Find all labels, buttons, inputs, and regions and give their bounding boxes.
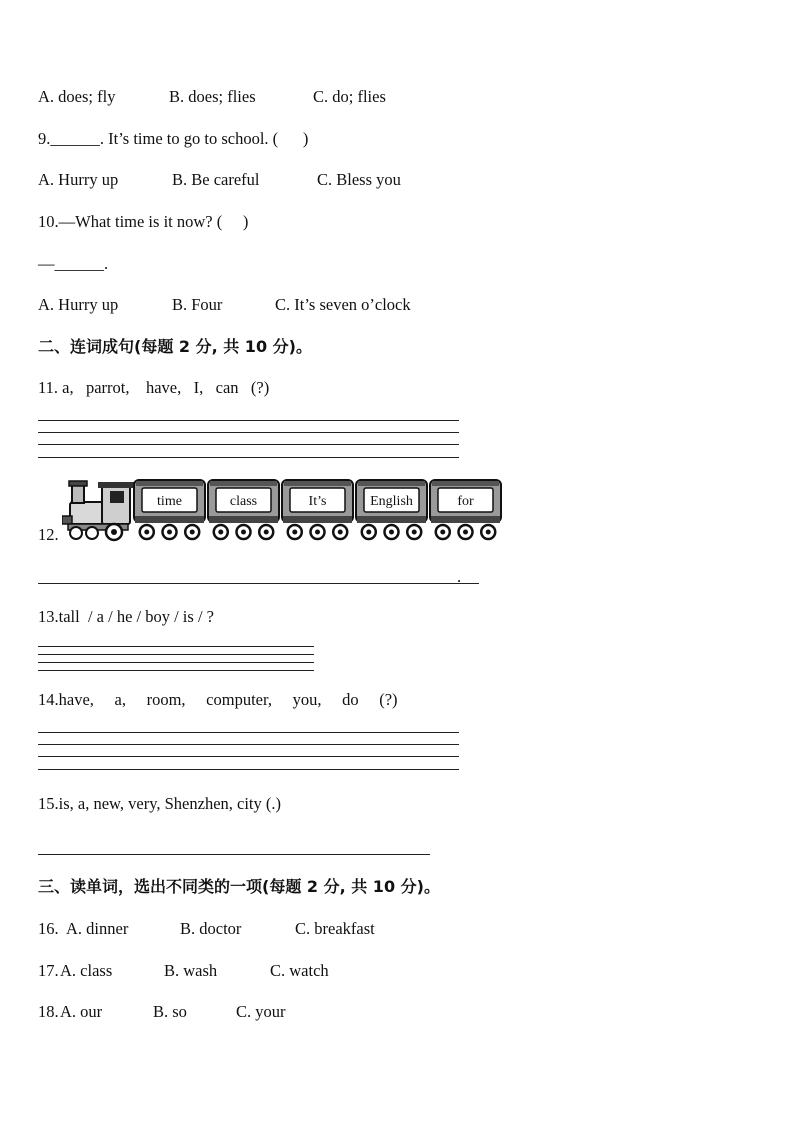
q12-end-mark: . [457,567,462,586]
q10-option-a: A. Hurry up [38,295,119,314]
train-car-2 [208,480,279,539]
q16-option-b: B. doctor [180,919,242,938]
q11-writing-line-2 [38,432,459,433]
train-car-word: It’s [308,494,327,509]
q17-option-b: B. wash [164,961,218,980]
q17-option-a: A. class [60,961,113,980]
q10-stem: 10.—What time is it now? ( ) [38,212,249,231]
q17-number: 17. [38,961,59,980]
train-illustration [62,478,504,542]
q14-writing-line-3 [38,756,459,757]
q16-option-c: C. breakfast [295,919,375,938]
q9-option-a: A. Hurry up [38,170,119,189]
q9-option-b: B. Be careful [172,170,260,189]
train-car-word: time [157,494,182,509]
train-car-word: for [457,494,474,509]
q11-writing-line-1 [38,420,459,421]
q10-option-c: C. It’s seven o’clock [275,295,411,314]
train-car-word: English [370,494,413,509]
q10-answer-line: —______. [38,254,109,273]
q16-option-a: A. dinner [66,919,129,938]
q16-number: 16. [38,919,59,938]
q18-option-c: C. your [236,1002,286,1021]
q13-writing-line-1 [38,646,314,647]
q9-options [38,170,738,190]
q12-writing-line [38,583,479,584]
q15-writing-line [38,854,430,855]
section3-title: 三、读单词，选出不同类的一项(每题 2 分, 共 10 分)。 [38,877,440,896]
train-car-5 [430,480,501,539]
q15-text: 15.is, a, new, very, Shenzhen, city (.) [38,794,281,813]
q13-writing-line-3 [38,662,314,663]
q10-option-b: B. Four [172,295,223,314]
q13-writing-line-2 [38,654,314,655]
q8-option-c: C. do; flies [313,87,386,106]
q14-writing-line-1 [38,732,459,733]
q13-writing-line-4 [38,670,314,671]
q8-options [38,87,738,107]
q17-row [38,961,738,981]
q9-stem: 9.______. It’s time to go to school. ( ) [38,129,309,148]
section2-title: 二、连词成句(每题 2 分, 共 10 分)。 [38,337,312,356]
q10-options [38,295,738,315]
q8-option-a: A. does; fly [38,87,116,106]
q11-writing-line-4 [38,457,459,458]
q18-number: 18. [38,1002,59,1021]
train-car-word: class [229,494,258,509]
q18-row [38,1002,738,1022]
q14-writing-line-2 [38,744,459,745]
q14-writing-line-4 [38,769,459,770]
train-car-1 [134,480,205,539]
q14-text: 14.have, a, room, computer, you, do (?) [38,690,398,709]
q13-text: 13.tall / a / he / boy / is / ? [38,607,214,626]
q18-option-a: A. our [60,1002,103,1021]
q11-text: 11. a, parrot, have, I, can (?) [38,378,270,397]
locomotive-icon [62,481,134,540]
q8-option-b: B. does; flies [169,87,256,106]
q18-option-b: B. so [153,1002,187,1021]
q17-option-c: C. watch [270,961,329,980]
q16-row [38,919,738,939]
train-car-4 [356,480,427,539]
q12-number: 12. [38,525,59,544]
q11-writing-line-3 [38,444,459,445]
train-car-3 [282,480,353,539]
q9-option-c: C. Bless you [317,170,401,189]
